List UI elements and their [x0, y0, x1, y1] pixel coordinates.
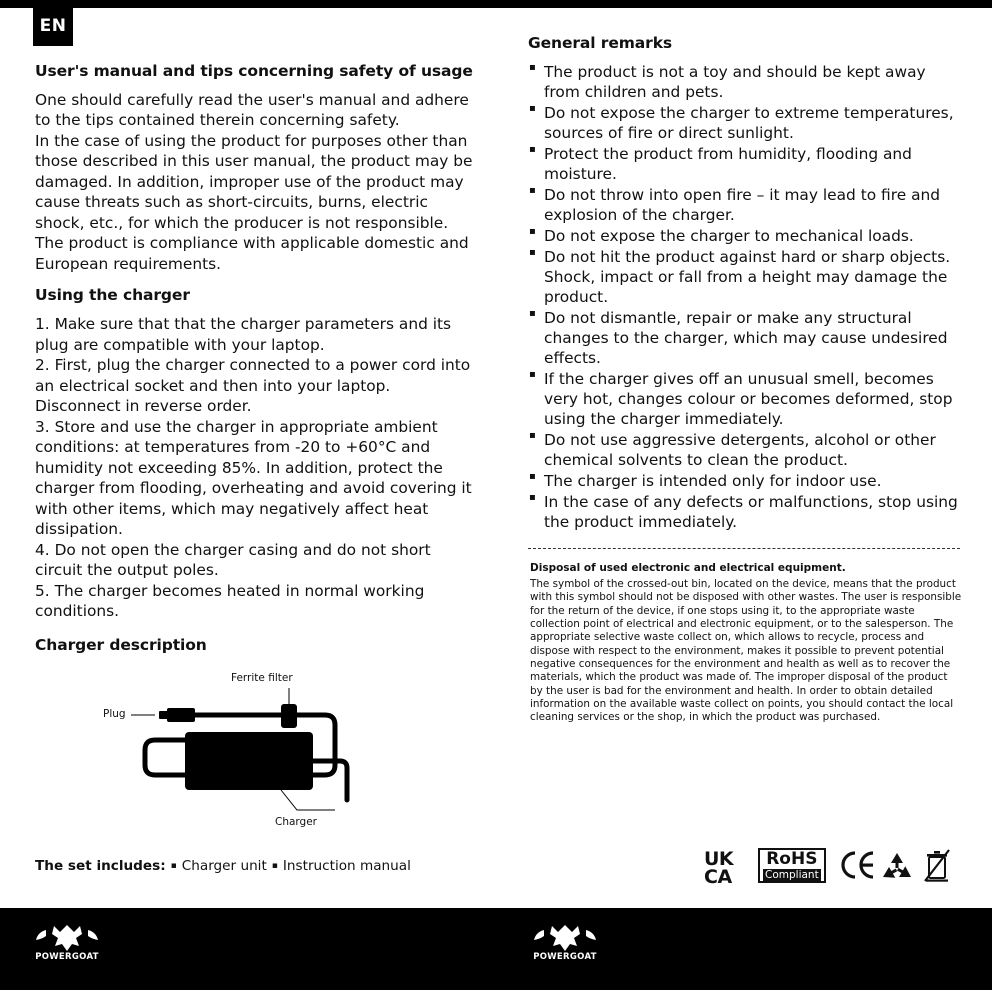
list-item: ▪ Do not hit the product against hard or sharp objects. Shock, impact or fall from a height may damage the product.	[528, 247, 960, 307]
list-item: ▪ Do not throw into open fire – it may lead to fire and explosion of the charger.	[528, 185, 960, 225]
compliance-marks	[700, 848, 960, 894]
general-remarks-heading: General remarks	[528, 34, 673, 52]
list-item: ▪ Protect the product from humidity, flooding and moisture.	[528, 144, 960, 184]
set-includes-item: ▪ Charger unit	[166, 858, 267, 874]
brand-logo	[30, 920, 104, 976]
using-charger-steps	[35, 314, 475, 621]
using-step: 4. Do not open the charger casing and do not short circuit the output poles.	[35, 540, 431, 580]
disposal-notice	[530, 562, 962, 724]
ce-mark-icon	[840, 850, 876, 884]
ukca-mark	[704, 848, 734, 889]
brand-logo	[528, 920, 602, 976]
rohs-line-1: RoHS	[766, 849, 818, 869]
list-item: ▪ If the charger gives off an unusual smell, becomes very hot, changes colour or becomes deformed, stop using the charger immediately.	[528, 369, 960, 429]
ukca-line-2: CA	[704, 866, 732, 889]
brand-name: POWERGOAT	[35, 952, 99, 962]
list-item: ▪ Do not dismantle, repair or make any structural changes to the charger, which may cause undesired effects.	[528, 308, 960, 368]
disposal-title: Disposal of used electronic and electrical equipment.	[530, 562, 846, 574]
charger-label: Charger	[275, 816, 317, 828]
set-includes	[35, 858, 411, 874]
divider	[528, 548, 960, 549]
manual-paragraph: In the case of using the product for purposes other than those described in this user manual, the product may be damaged. In addition, improper use of the product may cause threats such as short-circuits, burns, electric shock, etc., for which the producer is not responsible.	[35, 131, 473, 232]
charger-diagram-svg	[35, 660, 485, 845]
set-includes-item: ▪ Instruction manual	[267, 858, 411, 874]
charger-description-heading: Charger description	[35, 635, 207, 654]
general-remarks-list	[528, 62, 960, 532]
plug-label: Plug	[103, 708, 126, 720]
list-item: ▪ The product is not a toy and should be kept away from children and pets.	[528, 62, 960, 102]
set-includes-label: The set includes:	[35, 858, 166, 874]
manual-heading: User's manual and tips concerning safety of usage	[35, 62, 473, 80]
brand-name: POWERGOAT	[533, 952, 597, 962]
rohs-mark	[758, 848, 826, 883]
using-step: 3. Store and use the charger in appropriate ambient conditions: at temperatures from -20 to +60°C and humidity not exceeding 85%. In addition, protect the charger from flooding, overheating and avoid covering it with other items, which may negatively affect heat dissipation.	[35, 417, 472, 539]
language-badge: EN	[33, 6, 73, 46]
right-column	[528, 34, 960, 533]
manual-paragraphs	[35, 90, 475, 274]
disposal-body: The symbol of the crossed-out bin, located on the device, means that the product with this symbol should not be disposed with other wastes. The user is responsible for the return of the device, if one stops using it, to the appropriate waste collection point of electrical and electronic equipment, or to the salesperson. The appropriate selective waste collect on, which allows to recycle, process and dispose with respect to the environment, makes it possible to prevent potential negative consequences for the environment and health as well as to recover the materials, which the product was made of. The improper disposal of the product by the user is bad for the environment and health. In order to obtain detailed information on the available waste collect on points, you should contact the local cleaning services or the shop, in which the product was purchased.	[530, 578, 962, 724]
rohs-line-2: Compliant	[765, 869, 819, 881]
goat-head-icon	[30, 920, 104, 954]
using-step: 5. The charger becomes heated in normal working conditions.	[35, 581, 425, 621]
ukca-line-1: UK	[704, 848, 734, 870]
list-item: ▪ Do not expose the charger to extreme temperatures, sources of fire or direct sunlight.	[528, 103, 960, 143]
using-step: 1. Make sure that that the charger parameters and its plug are compatible with your laptop.	[35, 315, 452, 354]
left-column	[35, 62, 475, 664]
manual-paragraph: One should carefully read the user's manual and adhere to the tips contained therein concerning safety.	[35, 91, 469, 130]
using-step: 2. First, plug the charger connected to a power cord into an electrical socket and then into your laptop. Disconnect in reverse order.	[35, 356, 471, 416]
manual-paragraph: The product is compliance with applicable domestic and European requirements.	[35, 234, 469, 273]
using-charger-heading: Using the charger	[35, 286, 190, 305]
list-item: ▪ In the case of any defects or malfunctions, stop using the product immediately.	[528, 492, 960, 532]
list-item: ▪ The charger is intended only for indoor use.	[528, 471, 960, 491]
charger-diagram	[35, 660, 485, 845]
list-item: ▪ Do not use aggressive detergents, alcohol or other chemical solvents to clean the product.	[528, 430, 960, 470]
list-item: ▪ Do not expose the charger to mechanical loads.	[528, 226, 960, 246]
top-black-bar	[0, 0, 992, 8]
goat-head-icon	[528, 920, 602, 954]
bottom-black-bar	[0, 908, 992, 990]
crossed-out-bin-icon	[922, 848, 952, 888]
ferrite-filter-label: Ferrite filter	[231, 672, 293, 684]
recycle-icon	[880, 850, 914, 886]
